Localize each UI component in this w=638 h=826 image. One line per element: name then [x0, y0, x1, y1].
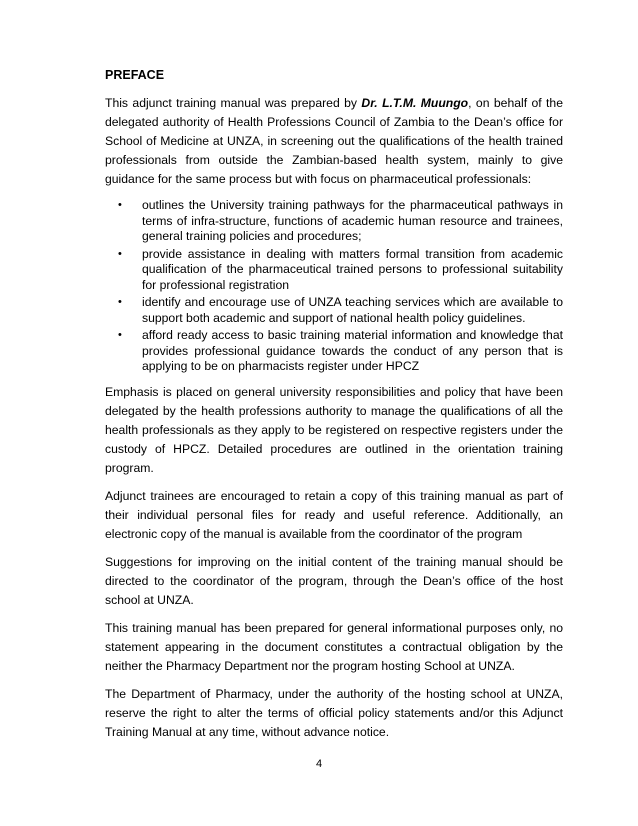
bullet-item-training-pathways: [105, 198, 563, 245]
emphasis-paragraph: Emphasis is placed on general university responsibilities and policy that have been delegated by the health professions authority to manage the qualifications of all the health professionals as they apply to be registered on respective registers under the custody of HPCZ. Detailed procedures are outlined in the orientation training program.: [105, 384, 563, 475]
bullet-icon: •: [118, 199, 122, 211]
purpose-bullet-list: [105, 198, 563, 375]
disclaimer-paragraph: This training manual has been prepared for general informational purposes only, no statement appearing in the document constitutes a contractual obligation by the neither the Pharmacy Department nor the program hosting School at UNZA.: [105, 620, 563, 673]
author-name: Dr. L.T.M. Muungo: [361, 96, 469, 110]
intro-paragraph: [105, 94, 563, 189]
bullet-icon: •: [118, 296, 122, 308]
bullet-item-transition-assistance: [105, 247, 563, 294]
bullet-text: afford ready access to basic training material information and knowledge that provides professional guidance towards the conduct of any person that is applying to be on pharmacists register under HPCZ: [142, 328, 563, 373]
bullet-text: provide assistance in dealing with matters formal transition from academic qualification of the pharmaceutical trained persons to professional suitability for professional registration: [142, 246, 563, 292]
bullet-icon: •: [118, 247, 122, 260]
rights-reserved-paragraph: The Department of Pharmacy, under the authority of the hosting school at UNZA, reserve the right to alter the terms of official policy statements and/or this Adjunct Training Manual at any time, without advance notice.: [105, 686, 563, 739]
page-number: 4: [315, 758, 323, 770]
bullet-item-training-material: [105, 328, 563, 375]
bullet-text: identify and encourage use of UNZA teaching services which are available to support both academic and support of national health policy guidelines.: [142, 295, 563, 325]
intro-text-end: , on behalf of the delegated authority of Health Professions Council of Zambia to the Dean’s office for School of Medicine at UNZA, in screening out the qualifications of the health trained professionals from outside the Zambian-based health system, mainly to give guidance for the same process but with focus on pharmaceutical professionals:: [105, 96, 563, 186]
retain-copy-paragraph: Adjunct trainees are encouraged to retain a copy of this training manual as part of their individual personal files for ready and useful reference. Additionally, an electronic copy of the manual is available from the coordinator of the program: [105, 488, 563, 541]
section-heading: PREFACE: [105, 68, 165, 82]
page-content: [105, 66, 563, 742]
intro-text-start: This adjunct training manual was prepared by: [105, 96, 362, 110]
suggestions-paragraph: Suggestions for improving on the initial content of the training manual should be directed to the coordinator of the program, through the Dean’s office of the host school at UNZA.: [105, 554, 563, 607]
bullet-text: outlines the University training pathways for the pharmaceutical pathways in terms of infra-structure, functions of academic human resource and trainees, general training policies and procedures;: [142, 198, 563, 243]
bullet-icon: •: [118, 329, 122, 341]
bullet-item-teaching-services: [105, 295, 563, 326]
